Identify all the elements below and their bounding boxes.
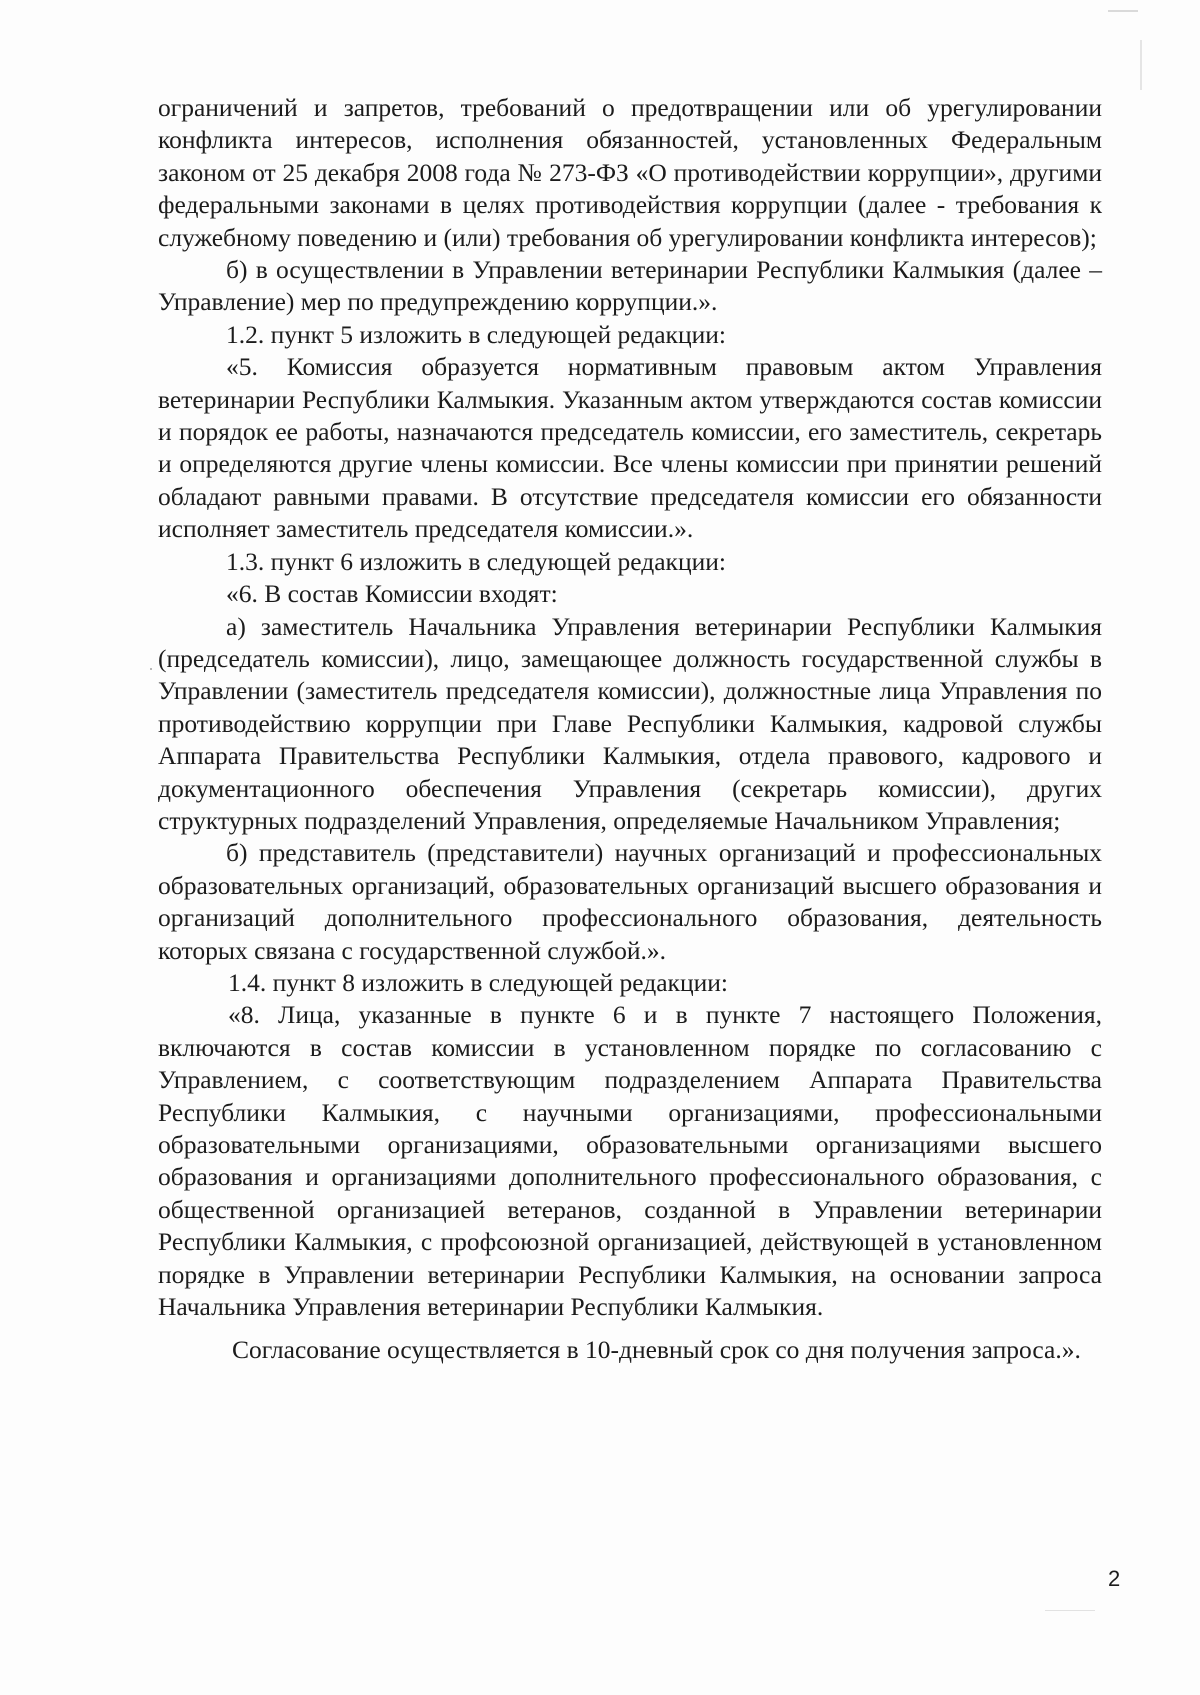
scan-artifact	[1108, 10, 1138, 12]
page-number: 2	[1108, 1566, 1121, 1591]
paragraph: б) представитель (представители) научных организаций и профессиональных образовательных организаций, образовательных организаций высшего образования и организаций дополнительного профессионального образования, деятельность которых связана с государственной службой.».	[158, 838, 1102, 965]
paragraph: а) заместитель Начальника Управления ветеринарии Республики Калмыкия (председатель комиссии), лицо, замещающее должность государственной службы в Управлении (заместитель председателя комиссии), должностные лица Управления по противодействию коррупции при Главе Республики Калмыкия, кадровой службы Аппарата Правительства Республики Калмыкия, отдела правового, кадрового и документационного обеспечения Управления (секретарь комиссии), других структурных подразделений Управления, определяемые Начальником Управления;	[158, 611, 1102, 835]
paragraph: Согласование осуществляется в 10-дневный срок со дня получения запроса.».	[232, 1335, 1081, 1365]
paragraph: ограничений и запретов, требований о предотвращении или об урегулировании конфликта интересов, исполнения обязанностей, установленных Федеральным законом от 25 декабря 2008 года № 273-ФЗ «О противодействии коррупции», другими федеральными законами в целях противодействия коррупции (далее - требования к служебному поведению и (или) требования об урегулировании конфликта интересов);	[158, 93, 1102, 252]
scan-artifact	[150, 668, 152, 670]
paragraph: «6. В состав Комиссии входят:	[226, 579, 558, 609]
scan-artifact	[1140, 40, 1142, 90]
paragraph: б) в осуществлении в Управлении ветеринарии Республики Калмыкия (далее – Управление) мер по предупреждению коррупции.».	[158, 255, 1102, 317]
paragraph: 1.2. пункт 5 изложить в следующей редакции:	[226, 319, 726, 349]
scan-artifact	[1045, 1610, 1095, 1611]
paragraph: 1.4. пункт 8 изложить в следующей редакции:	[228, 967, 728, 997]
document-body	[158, 92, 1102, 1367]
paragraph: «5. Комиссия образуется нормативным правовым актом Управления ветеринарии Республики Калмыкия. Указанным актом утверждаются состав комиссии и порядок ее работы, назначаются председатель комиссии, его заместитель, секретарь и определяются другие члены комиссии. Все члены комиссии при принятии решений обладают равными правами. В отсутствие председателя комиссии его обязанности исполняет заместитель председателя комиссии.».	[158, 352, 1102, 544]
paragraph: «8. Лица, указанные в пункте 6 и в пункте 7 настоящего Положения, включаются в состав комиссии в установленном порядке по согласованию с Управлением, с соответствующим подразделением Аппарата Правительства Республики Калмыкия, с научными организациями, профессиональными образовательными организациями, образовательными организациями высшего образования и организациями дополнительного профессионального образования, с общественной организацией ветеранов, созданной в Управлении ветеринарии Республики Калмыкия, с профсоюзной организацией, действующей в установленном порядке в Управлении ветеринарии Республики Калмыкия, на основании запроса Начальника Управления ветеринарии Республики Калмыкия.	[158, 1000, 1102, 1322]
paragraph: 1.3. пункт 6 изложить в следующей редакции:	[226, 546, 726, 576]
